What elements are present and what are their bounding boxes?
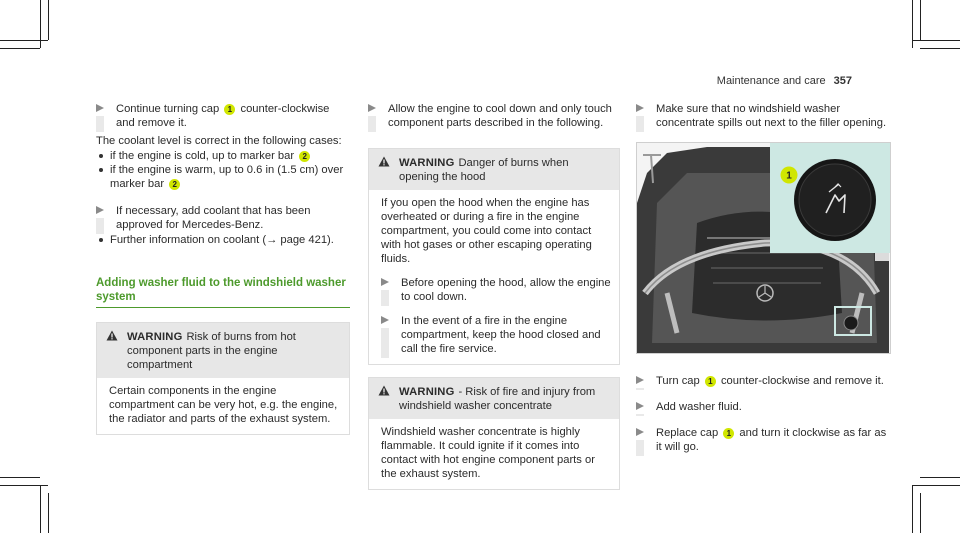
- crop-mark: [48, 493, 49, 533]
- step: [636, 400, 891, 414]
- step-bar: [636, 414, 644, 416]
- step: [381, 276, 611, 304]
- warning-box: [96, 322, 350, 435]
- warning-label: WARNING: [399, 157, 455, 169]
- step-bar: [636, 388, 644, 390]
- column-2: [368, 102, 620, 490]
- crop-mark: [912, 485, 960, 486]
- crop-mark: [0, 40, 48, 41]
- step-arrow-icon: [381, 278, 389, 287]
- step-text: Add washer fluid.: [656, 401, 742, 413]
- engine-bay-drawing: [637, 143, 891, 354]
- step-arrow-icon: [96, 206, 104, 215]
- warning-box: [368, 377, 620, 490]
- crop-mark: [920, 48, 960, 49]
- column-3: [636, 102, 891, 454]
- step: [636, 102, 891, 130]
- crop-mark: [912, 40, 960, 41]
- warning-triangle-icon: [106, 330, 118, 341]
- step-bar: [381, 290, 389, 306]
- callout-badge: 1: [224, 104, 235, 115]
- crop-mark: [0, 485, 48, 486]
- bullet-list: [96, 149, 350, 191]
- page-header: [717, 74, 852, 88]
- image-callout-number: 1: [786, 170, 792, 182]
- callout-badge: 2: [299, 151, 310, 162]
- crop-mark: [40, 485, 41, 533]
- step-arrow-icon: [381, 316, 389, 325]
- crop-mark: [920, 0, 921, 40]
- step-arrow-icon: [636, 104, 644, 113]
- step: [381, 314, 611, 356]
- step-text: Continue turning cap: [116, 103, 220, 115]
- step-bar: [636, 440, 644, 456]
- bullet-list: [96, 233, 350, 247]
- step-text: Turn cap: [656, 375, 700, 387]
- crop-mark: [48, 0, 49, 40]
- callout-badge: 1: [723, 428, 734, 439]
- step-bar: [96, 116, 104, 132]
- crop-mark: [920, 477, 960, 478]
- step-text: Before opening the hood, allow the engine to cool down.: [401, 277, 611, 303]
- step-text: Allow the engine to cool down and only touch component parts described in the following.: [388, 103, 612, 129]
- step: [368, 102, 620, 130]
- callout-badge: 2: [169, 179, 180, 190]
- callout-badge: 1: [705, 376, 716, 387]
- crop-mark: [0, 477, 40, 478]
- step-text: counter-clockwise and remove it.: [116, 103, 330, 129]
- warning-title: - Risk of fire and injury from windshield washer concentrate: [399, 386, 596, 412]
- warning-body: Certain components in the engine compartment can be very hot, e.g. the engine, the radiator and parts of the exhaust system.: [109, 385, 338, 425]
- list-item-text: if the engine is warm, up to 0.6 in (1.5 cm) over marker bar: [110, 164, 344, 190]
- step: [96, 204, 350, 232]
- step-text: counter-clockwise and remove it.: [720, 375, 884, 387]
- step-bar: [381, 328, 389, 358]
- step-bar: [368, 116, 376, 132]
- warning-triangle-icon: [378, 385, 390, 396]
- section-rule: [96, 307, 350, 308]
- step-arrow-icon: [636, 402, 644, 411]
- step-arrow-icon: [636, 376, 644, 385]
- step-arrow-icon: [96, 104, 104, 113]
- step-bar: [96, 218, 104, 234]
- section-title: Adding washer fluid to the windshield washer system: [96, 277, 346, 303]
- step: [96, 102, 350, 130]
- list-item: Further information on coolant (→ page 421).: [96, 233, 350, 247]
- step: [636, 426, 891, 454]
- warning-triangle-icon: [378, 156, 390, 167]
- warning-label: WARNING: [399, 386, 455, 398]
- header-section: Maintenance and care: [716, 75, 826, 87]
- step: [636, 374, 891, 388]
- crop-mark: [0, 48, 40, 49]
- warning-body: [369, 190, 619, 364]
- crop-mark: [912, 485, 913, 533]
- step-text: In the event of a fire in the engine compartment, keep the hood closed and call the fire service.: [401, 315, 601, 355]
- list-item: [96, 163, 350, 191]
- step-text: and turn it clockwise as far as it will go.: [656, 427, 887, 453]
- engine-compartment-illustration: [636, 142, 891, 354]
- column-1: [96, 102, 350, 435]
- warning-header: [97, 323, 349, 378]
- warning-box: [368, 148, 620, 365]
- list-item-text: if the engine is cold, up to marker bar: [110, 150, 295, 162]
- step-bar: [636, 116, 644, 132]
- step-arrow-icon: [636, 428, 644, 437]
- warning-body: Windshield washer concentrate is highly flammable. It could ignite if it comes into contact with hot engine component parts or the exhaust system.: [381, 426, 595, 480]
- list-item: [96, 149, 350, 163]
- warning-header: [369, 378, 619, 419]
- step-text: Make sure that no windshield washer concentrate spills out next to the filler opening.: [656, 103, 887, 129]
- warning-title: Danger of burns when opening the hood: [399, 157, 569, 183]
- warning-text: If you open the hood when the engine has overheated or during a fire in the engine compartment, you could come into contact with hot gases or other escaping operating fluids.: [381, 197, 592, 265]
- warning-title: Risk of burns from hot component parts in the engine compartment: [127, 331, 296, 371]
- paragraph: The coolant level is correct in the following cases:: [96, 135, 342, 147]
- warning-header: [369, 149, 619, 190]
- step-text: If necessary, add coolant that has been approved for Mercedes-Benz.: [116, 205, 311, 231]
- warning-label: WARNING: [127, 331, 183, 343]
- page-number: 357: [833, 75, 852, 87]
- step-arrow-icon: [368, 104, 376, 113]
- crop-mark: [920, 493, 921, 533]
- step-text: Replace cap: [656, 427, 719, 439]
